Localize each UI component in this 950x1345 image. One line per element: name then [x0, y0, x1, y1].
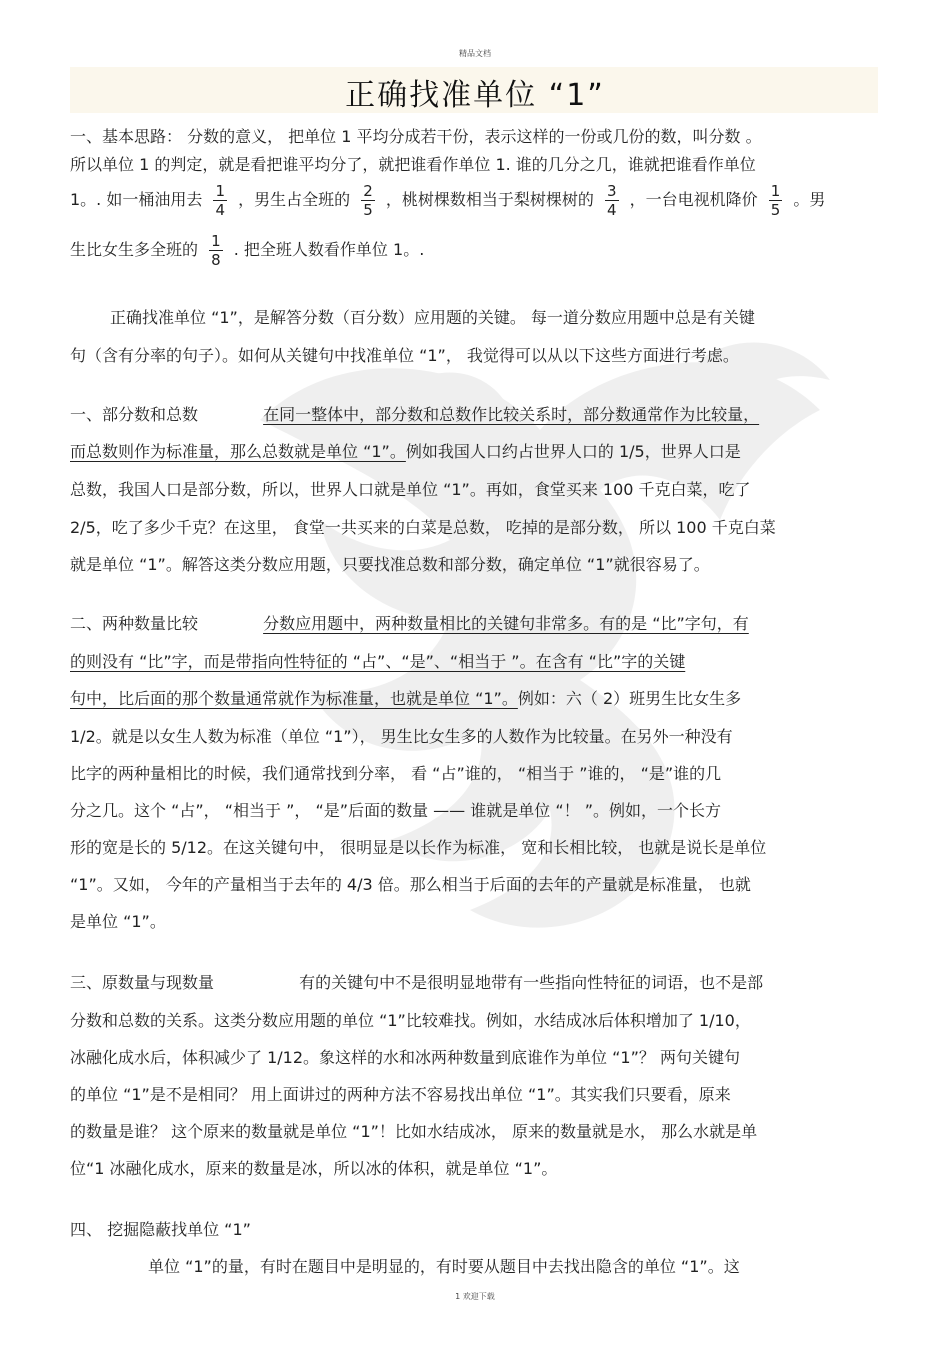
para1-line4 — [70, 230, 424, 270]
sec1-line1 — [70, 404, 759, 426]
para1-line4-text-a: 生比女生多全班的 — [70, 240, 199, 259]
sec1-line4: 2/5，吃了多少千克？在这里， 食堂一共买来的白菜是总数， 吃掉的是部分数， 所以 100 千克白菜 — [70, 518, 776, 537]
fraction-1-8: $\frac{1}{8}$ — [211, 232, 221, 269]
sec1-line5: 就是单位 “1”。解答这类分数应用题，只要找准总数和部分数，确定单位 “1”就很容易了。 — [70, 555, 710, 574]
sec2-line2: 的则没有 “比”字，而是带指向性特征的 “占”、“是”、“相当于 ”。在含有 “比”字的关键 — [70, 652, 686, 671]
fraction-2-5: $\frac{2}{5}$ — [363, 182, 373, 219]
sec1-line2-rest: 例如我国人口约占世界人口的 1/5，世界人口是 — [405, 442, 741, 461]
sec4-heading: 四、 挖掘隐蔽找单位 “1” — [70, 1220, 251, 1239]
sec2-line9: 是单位 “1”。 — [70, 912, 166, 931]
sec2-line1 — [70, 613, 749, 635]
sec2-line3-underlined: 句中，比后面的那个数量通常就作为标准量，也就是单位 “1”。 — [70, 689, 518, 708]
para1-line3 — [70, 180, 825, 220]
sec1-line2 — [70, 441, 741, 463]
para1-line3-text-b: ，男生占全班的 — [238, 190, 351, 209]
sec3-line6: 位“1 冰融化成水，原来的数量是冰，所以冰的体积，就是单位 “1”。 — [70, 1159, 558, 1178]
para1-line3-text-a: 1。. 如一桶油用去 — [70, 190, 203, 209]
sec3-heading: 三、原数量与现数量 — [70, 973, 215, 992]
para1-line2: 所以单位 1 的判定，就是看把谁平均分了，就把谁看作单位 1. 谁的几分之几，谁就把谁看作单位 — [70, 155, 756, 174]
para1-line1: 一、基本思路： 分数的意义， 把单位 1 平均分成若干份，表示这样的一份或几份的数，叫分数 。 — [70, 127, 762, 146]
sec3-line5: 的数量是谁？ 这个原来的数量就是单位 “1”！比如水结成冰， 原来的数量就是水， 那么水就是单 — [70, 1122, 758, 1141]
sec4-line1: 单位 “1”的量，有时在题目中是明显的，有时要从题目中去找出隐含的单位 “1”。这 — [148, 1257, 740, 1276]
sec2-line5: 比字的两种量相比的时候，我们通常找到分率， 看 “占”谁的， “相当于 ”谁的， “是”谁的几 — [70, 764, 722, 783]
sec1-line1-underlined: 在同一整体中，部分数和总数作比较关系时，部分数通常作为比较量， — [263, 405, 760, 424]
para1-line4-text-b: . 把全班人数看作单位 1。. — [233, 240, 425, 259]
sec1-line3: 总数，我国人口是部分数，所以，世界人口就是单位 “1”。再如，食堂买来 100 千克白菜，吃了 — [70, 480, 751, 499]
footer-label: 1 欢迎下载 — [455, 1292, 495, 1301]
para2-line2: 句（含有分率的句子）。如何从关键句中找准单位 “1”， 我觉得可以从以下这些方面进行考虑。 — [70, 346, 739, 365]
sec1-line2-underlined: 而总数则作为标准量，那么总数就是单位 “1”。 — [70, 442, 406, 461]
fraction-3-4: $\frac{3}{4}$ — [606, 182, 617, 219]
sec2-line7: 形的宽是长的 5/12。在这关键句中， 很明显是以长作为标准， 宽和长相比较， 也就是说长是单位 — [70, 838, 767, 857]
sec3-line3: 冰融化成水后，体积减少了 1/12。象这样的水和冰两种数量到底谁作为单位 “1”？ 两句关键句 — [70, 1048, 740, 1067]
sec2-line6: 分之几。这个 “占”， “相当于 ”， “是”后面的数量 —— 谁就是单位 “！ ”。例如，一个长方 — [70, 801, 722, 820]
sec2-heading: 二、两种数量比较 — [70, 614, 199, 633]
sec1-heading: 一、部分数和总数 — [70, 405, 199, 424]
sec2-line1-underlined: 分数应用题中，两种数量相比的关键句非常多。有的是 “比”字句，有 — [263, 614, 749, 633]
sec2-line3-rest: 例如：六（ 2）班男生比女生多 — [517, 689, 742, 708]
header-label: 精品文档 — [459, 49, 491, 58]
page-title: 正确找准单位 “1” — [345, 78, 605, 113]
sec2-line8: “1”。又如， 今年的产量相当于去年的 4/3 倍。那么相当于后面的去年的产量就是标准量， 也就 — [70, 875, 751, 894]
para1-line3-text-c: ，桃树棵数相当于梨树棵树的 — [385, 190, 594, 209]
sec3-line2: 分数和总数的关系。这类分数应用题的单位 “1”比较难找。例如，水结成冰后体积增加了 1/10， — [70, 1011, 751, 1030]
sec2-line3 — [70, 688, 741, 710]
para1-line3-text-d: ，一台电视机降价 — [629, 190, 758, 209]
para1-line3-text-e: 。男 — [793, 190, 826, 209]
sec3-line1-rest: 有的关键句中不是很明显地带有一些指向性特征的词语，也不是部 — [299, 973, 764, 992]
fraction-1-5: $\frac{1}{5}$ — [770, 182, 781, 219]
para2-line1: 正确找准单位 “1”，是解答分数（百分数）应用题的关键。 每一道分数应用题中总是有关键 — [110, 308, 755, 327]
fraction-1-4: $\frac{1}{4}$ — [215, 182, 225, 219]
sec2-line4: 1/2。就是以女生人数为标准（单位 “1”）， 男生比女生多的人数作为比较量。在另外一种没有 — [70, 727, 733, 746]
sec3-line1 — [70, 972, 763, 994]
sec3-line4: 的单位 “1”是不是相同？ 用上面讲过的两种方法不容易找出单位 “1”。其实我们只要看，原来 — [70, 1085, 731, 1104]
